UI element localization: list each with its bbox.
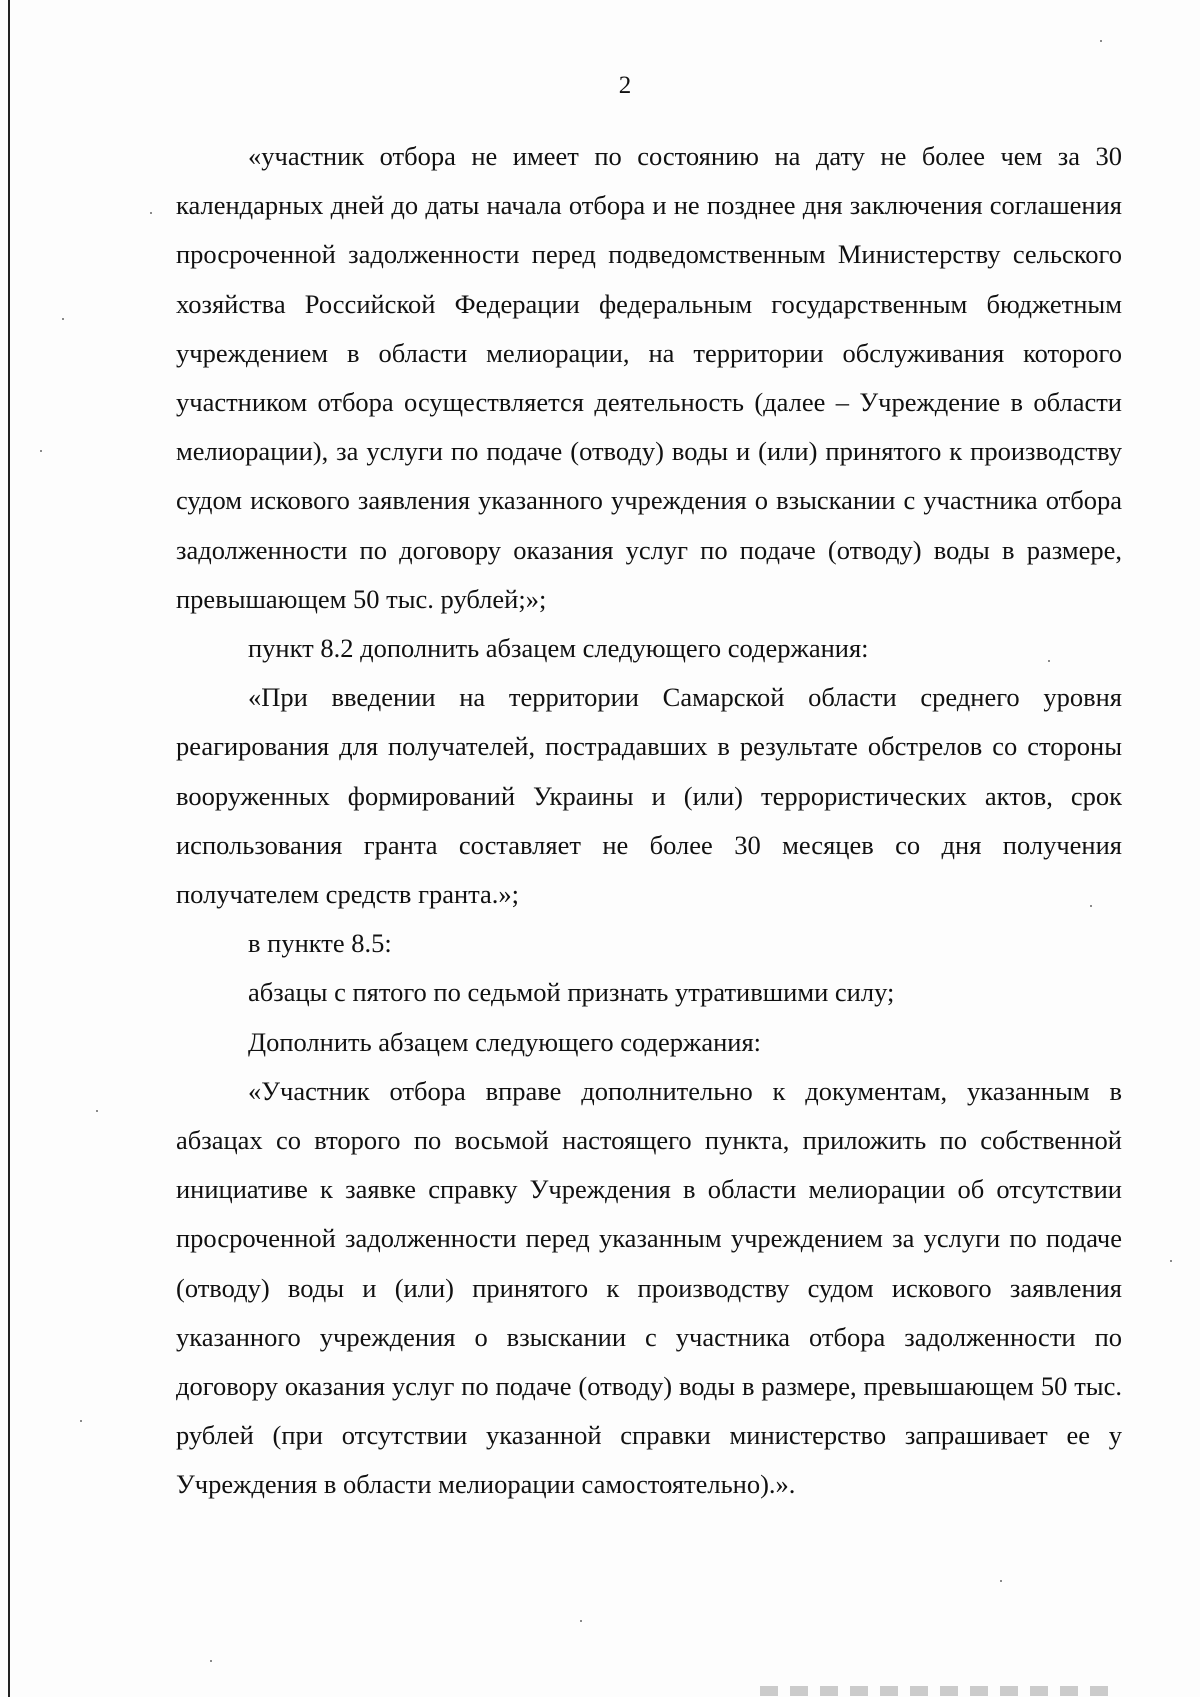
scan-speck [80,1420,82,1422]
document-body [176,132,1122,1510]
paragraph-supplement-intro: Дополнить абзацем следующего содержания: [248,1026,762,1057]
scan-speck [62,318,64,320]
paragraph-certificate: «Участник отбора вправе дополнительно к документам, указанным в абзацах со второго по восьмой настоящего пункта, приложить по собственной инициативе к заявке справку Учреждения в области мелиорации об отсутствии просроченной задолженности перед указанным учреждением за услуги по подаче (отводу) воды и (или) принятого к производству судом искового заявления указанного учреждения о взыскании с участника отбора задолженности по договору оказания услуг по подаче (отводу) воды в размере, превышающем 50 тыс. рублей (при отсутствии указанной справки министерство запрашивает ее у Учреждения в области мелиорации самостоятельно).». [176,1075,1122,1500]
scan-speck [40,450,42,452]
scan-speck [1100,40,1102,42]
scan-speck [1170,1260,1172,1262]
paragraph-participant-debt: «участник отбора не имеет по состоянию на дату не более чем за 30 календарных дней до даты начала отбора и не позднее дня заключения соглашения просроченной задолженности перед подведомственным Министерству сельского хозяйства Российской Федерации федеральным государственным бюджетным учреждением в области мелиорации, на территории обслуживания которого участником отбора осуществляется деятельность (далее – Учреждение в области мелиорации), за услуги по подаче (отводу) воды и (или) принятого к производству судом искового заявления указанного учреждения о взыскании с участника отбора задолженности по договору оказания услуг по подаче (отводу) воды в размере, превышающем 50 тыс. рублей;»; [176,141,1122,614]
paragraph-grant-term: «При введении на территории Самарской области среднего уровня реагирования для получателей, пострадавших в результате обстрелов со стороны вооруженных формирований Украины и (или) террористических актов, срок использования гранта составляет не более 30 месяцев со дня получения получателем средств гранта.»; [176,682,1122,910]
paragraph-item-8-2-intro: пункт 8.2 дополнить абзацем следующего содержания: [248,633,869,664]
paragraph-item-8-5-intro: в пункте 8.5: [248,928,392,959]
scan-footer-artifact [760,1686,1120,1696]
scan-speck [96,1110,98,1112]
paragraph-repeal-clauses: абзацы с пятого по седьмой признать утратившими силу; [248,977,895,1008]
scan-speck [1090,905,1092,907]
scan-speck [1048,660,1050,662]
page-number: 2 [618,72,632,99]
scan-speck [1000,1580,1002,1582]
scan-speck [580,1620,582,1622]
scan-speck [150,212,152,214]
page-left-edge [8,0,10,1697]
scan-speck [210,1660,212,1662]
